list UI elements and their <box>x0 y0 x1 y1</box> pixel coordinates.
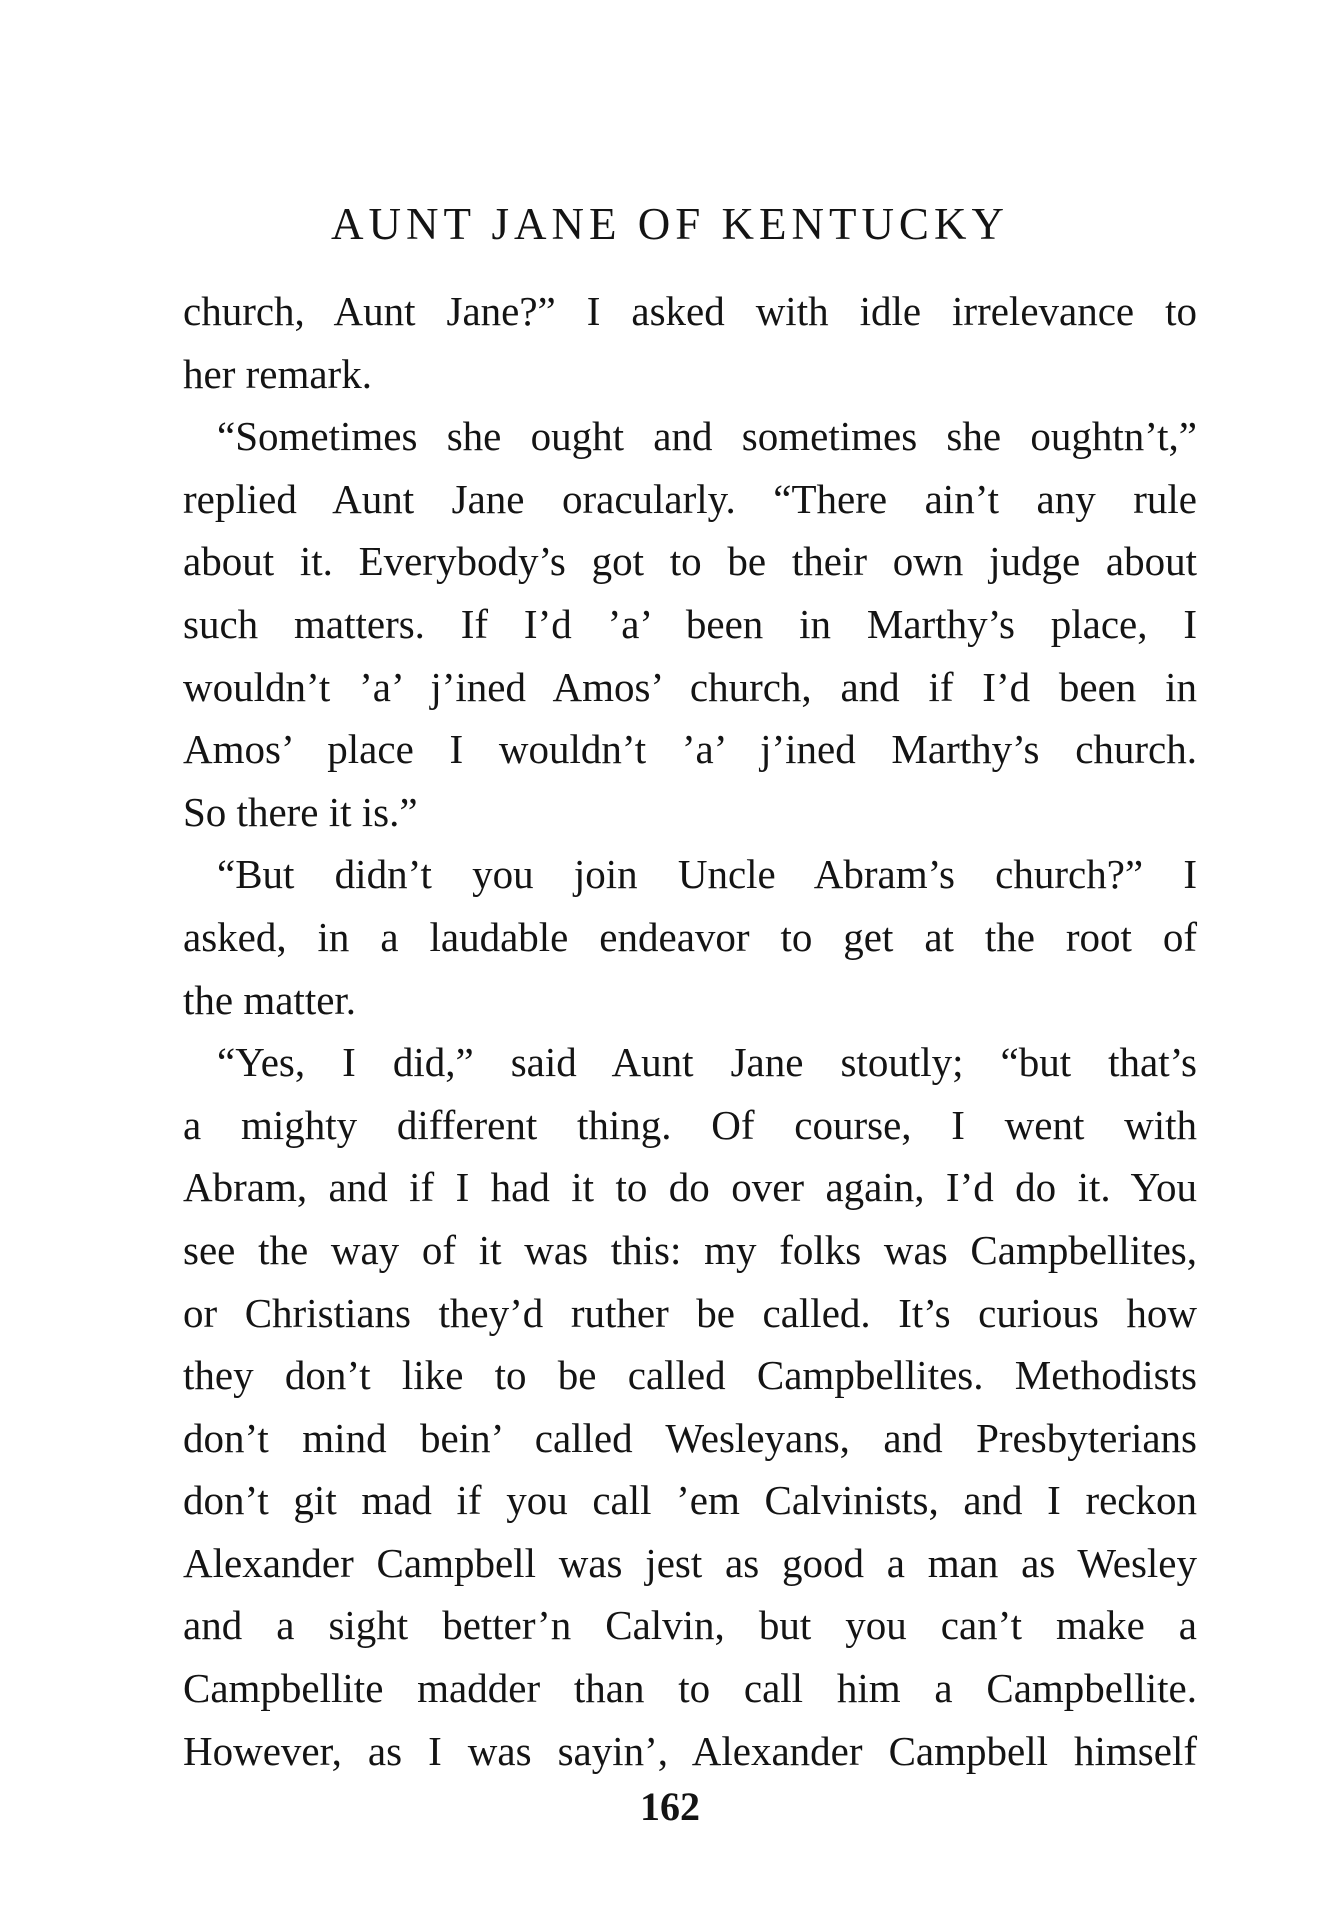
text-line: Abram, and if I had it to do over again, I’d do it. You <box>183 1164 1197 1211</box>
text-line: her remark. <box>183 350 372 397</box>
text-line: “Yes, I did,” said Aunt Jane stoutly; “but that’s <box>217 1039 1197 1086</box>
text-line: Amos’ place I wouldn’t ’a’ j’ined Marthy’s church. <box>183 726 1197 773</box>
text-line: and a sight better’n Calvin, but you can’t make a <box>183 1602 1197 1649</box>
text-line: However, as I was sayin’, Alexander Campbell himself <box>183 1727 1197 1774</box>
running-head: AUNT JANE OF KENTUCKY <box>331 199 1009 249</box>
text-line: Campbellite madder than to call him a Campbellite. <box>183 1665 1197 1712</box>
text-line: “But didn’t you join Uncle Abram’s church?” I <box>217 851 1197 898</box>
text-line: they don’t like to be called Campbellites. Methodists <box>183 1352 1197 1399</box>
text-line: “Sometimes she ought and sometimes she oughtn’t,” <box>217 413 1197 460</box>
text-line: don’t git mad if you call ’em Calvinists, and I reckon <box>183 1477 1197 1524</box>
text-line: the matter. <box>183 976 357 1023</box>
text-line: So there it is.” <box>183 788 418 835</box>
text-line: Alexander Campbell was jest as good a man as Wesley <box>183 1539 1197 1586</box>
text-line: or Christians they’d ruther be called. It’s curious how <box>183 1289 1197 1336</box>
body-text <box>183 280 1197 1782</box>
text-line: asked, in a laudable endeavor to get at the root of <box>183 913 1197 960</box>
text-line: replied Aunt Jane oracularly. “There ain’t any rule <box>183 475 1197 522</box>
text-line: see the way of it was this: my folks was Campbellites, <box>183 1226 1197 1273</box>
text-line: about it. Everybody’s got to be their own judge about <box>183 538 1197 585</box>
text-line: don’t mind bein’ called Wesleyans, and Presbyterians <box>183 1414 1197 1461</box>
text-line: a mighty different thing. Of course, I went with <box>183 1101 1197 1148</box>
page-number: 162 <box>640 1784 700 1829</box>
text-line: church, Aunt Jane?” I asked with idle irrelevance to <box>183 288 1197 334</box>
text-line: such matters. If I’d ’a’ been in Marthy’s place, I <box>183 600 1197 647</box>
text-line: wouldn’t ’a’ j’ined Amos’ church, and if I’d been in <box>183 663 1197 710</box>
